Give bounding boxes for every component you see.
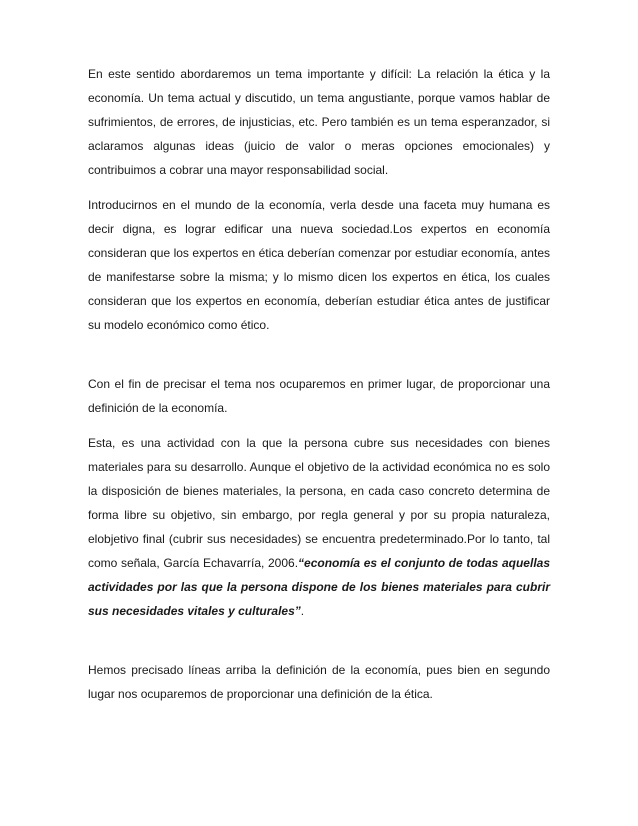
definition-trailing-text: .: [300, 604, 305, 618]
document-page: [88, 62, 550, 706]
paragraph-define-economy-intro: Con el fin de precisar el tema nos ocuparemos en primer lugar, de proporcionar una definición de la economía.: [88, 377, 550, 415]
paragraph-ethics-next: Hemos precisado líneas arriba la definición de la economía, pues bien en segundo lugar nos ocuparemos de proporcionar una definición de la ética.: [88, 663, 550, 701]
paragraph-ethics-economy-intro: En este sentido abordaremos un tema importante y difícil: La relación la ética y la economía. Un tema actual y discutido, un tema angustiante, porque vamos hablar de sufrimientos, de errores, de injusticias, etc. Pero también es un tema esperanzador, si aclaramos algunas ideas (juicio de valor o meras opciones emocionales) y contribuimos a cobrar una mayor responsabilidad social.: [88, 67, 550, 177]
definition-quote: “economía es el conjunto de todas aquellas actividades por las que la persona dispone de los bienes materiales para cubrir sus necesidades vitales y culturales”: [88, 556, 551, 618]
definition-lead-text: Esta, es una actividad con la que la persona cubre sus necesidades con bienes materiales para su desarrollo. Aunque el objetivo de la actividad económica no es solo la disposición de bienes materiales, la persona, en cada caso concreto determina de forma libre su objetivo, sin embargo, por regla general y por su propia naturaleza, elobjetivo final (cubrir sus necesidades) se encuentra predeterminado.Por lo tanto, tal como señala, García Echavarría, 2006.: [88, 436, 550, 570]
paragraph-economy-humane-view: Introducirnos en el mundo de la economía, verla desde una faceta muy humana es decir digna, es lograr edificar una nueva sociedad.Los expertos en economía consideran que los expertos en ética deberían comenzar por estudiar economía, antes de manifestarse sobre la misma; y lo mismo dicen los expertos en ética, los cuales consideran que los expertos en economía, deberían estudiar ética antes de justificar su modelo económico como ético.: [88, 198, 550, 332]
paragraph-economy-definition: [88, 431, 550, 623]
